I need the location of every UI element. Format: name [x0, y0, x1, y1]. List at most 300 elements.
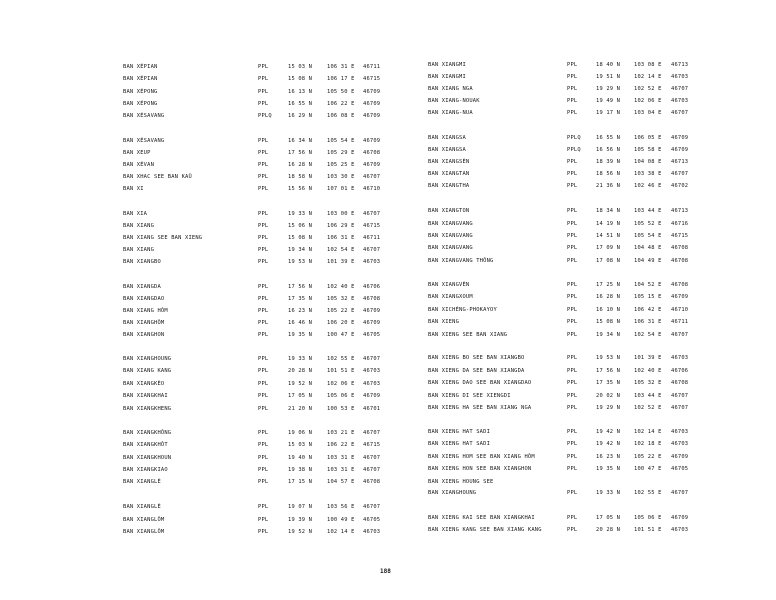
entry-lon: 105 25 E [327, 162, 355, 168]
entry-code: 46703 [363, 529, 381, 535]
entry-name: BAN XIANGTAN [428, 171, 470, 177]
entry-code: 46707 [671, 490, 689, 496]
entry-type: PPL [258, 174, 269, 180]
entry-name: BAN XÉPIAN [123, 64, 158, 70]
entry-name: BAN XEUP [123, 150, 151, 156]
entry-name: BAN XIANGHOUNG [428, 490, 477, 496]
entry-lon: 105 32 E [327, 296, 355, 302]
entry-lon: 102 55 E [634, 490, 662, 496]
entry-lat: 16 23 N [596, 454, 621, 460]
entry-lon: 102 54 E [634, 332, 662, 338]
entry-name: BAN XIANGLÈ [123, 504, 161, 510]
entry-code: 46703 [671, 355, 689, 361]
entry-code: 46707 [363, 430, 381, 436]
entry-name: BAN XIANGSA [428, 135, 466, 141]
entry-type: PPL [258, 517, 269, 523]
entry-code: 46707 [671, 171, 689, 177]
entry-lat: 16 28 N [288, 162, 313, 168]
entry-lat: 19 29 N [596, 405, 621, 411]
entry-type: PPL [567, 490, 578, 496]
entry-lon: 103 00 E [327, 211, 355, 217]
entry-lon: 106 31 E [327, 235, 355, 241]
entry-lat: 19 40 N [288, 455, 313, 461]
entry-name: BAN XIANGMI [428, 74, 466, 80]
entry-name: BAN XÉPONG [123, 101, 158, 107]
entry-name: BAN XIENG KANG SEE BAN XIANG KANG [428, 527, 542, 533]
entry-code: 46715 [671, 233, 689, 239]
entry-name: BAN XIANGKHENG [123, 406, 172, 412]
entry-lat: 19 38 N [288, 467, 313, 473]
entry-name: BAN XIANGSÈN [428, 159, 470, 165]
entry-code: 46703 [671, 527, 689, 533]
entry-name: BAN XIENG DAO SEE BAN XIANGDAO [428, 380, 532, 386]
entry-code: 46703 [363, 381, 381, 387]
entry-type: PPL [258, 284, 269, 290]
entry-lon: 102 18 E [634, 441, 662, 447]
entry-lon: 106 22 E [327, 101, 355, 107]
entry-lat: 19 17 N [596, 110, 621, 116]
entry-lat: 14 19 N [596, 221, 621, 227]
entry-lat: 16 56 N [596, 147, 621, 153]
entry-lat: 19 49 N [596, 98, 621, 104]
entry-lon: 104 49 E [634, 258, 662, 264]
entry-lat: 17 05 N [288, 393, 313, 399]
entry-type: PPL [567, 183, 578, 189]
entry-code: 46707 [363, 455, 381, 461]
entry-lat: 19 35 N [596, 466, 621, 472]
entry-name: BAN XÉSAVANG [123, 138, 165, 144]
entry-lon: 102 14 E [634, 74, 662, 80]
entry-lat: 15 08 N [288, 235, 313, 241]
entry-lon: 106 17 E [327, 76, 355, 82]
entry-code: 46708 [671, 245, 689, 251]
entry-code: 46713 [671, 208, 689, 214]
entry-code: 46707 [671, 405, 689, 411]
entry-code: 46701 [363, 406, 381, 412]
entry-name: BAN XIENG [428, 319, 460, 325]
entry-code: 46703 [671, 429, 689, 435]
entry-lat: 19 42 N [596, 441, 621, 447]
entry-lat: 15 08 N [288, 76, 313, 82]
entry-type: PPL [567, 332, 578, 338]
entry-name: BAN XIENG HAT SADI [428, 429, 491, 435]
entry-lat: 17 25 N [596, 282, 621, 288]
entry-lat: 17 56 N [288, 150, 313, 156]
entry-lat: 16 23 N [288, 308, 313, 314]
entry-lat: 15 08 N [596, 319, 621, 325]
entry-type: PPLQ [567, 147, 581, 153]
entry-type: PPL [258, 235, 269, 241]
entry-lat: 19 33 N [288, 211, 313, 217]
entry-type: PPLQ [258, 113, 272, 119]
entry-name: BAN XIENG HA SEE BAN XIANG NGA [428, 405, 532, 411]
entry-code: 46709 [363, 162, 381, 168]
entry-type: PPL [567, 171, 578, 177]
entry-lat: 16 55 N [596, 135, 621, 141]
entry-type: PPL [567, 405, 578, 411]
entry-lat: 16 10 N [596, 307, 621, 313]
entry-name: BAN XIANGLÔM [123, 529, 165, 535]
entry-name: BAN XIENG DA SEE BAN XIANGDA [428, 368, 525, 374]
entry-type: PPL [258, 186, 269, 192]
entry-lon: 103 21 E [327, 430, 355, 436]
entry-type: PPL [567, 208, 578, 214]
entry-lon: 105 54 E [634, 233, 662, 239]
entry-lat: 18 58 N [288, 174, 313, 180]
entry-name: BAN XIANG-NUA [428, 110, 473, 116]
entry-code: 46709 [671, 294, 689, 300]
entry-lat: 16 28 N [596, 294, 621, 300]
entry-type: PPL [567, 368, 578, 374]
entry-code: 46707 [363, 504, 381, 510]
entry-type: PPL [258, 406, 269, 412]
entry-lat: 17 08 N [596, 258, 621, 264]
entry-lon: 104 08 E [634, 159, 662, 165]
entry-lat: 18 56 N [596, 171, 621, 177]
entry-name: BAN XIENG DI SEE XIENGDI [428, 393, 511, 399]
entry-lat: 19 33 N [288, 356, 313, 362]
entry-lon: 103 38 E [634, 171, 662, 177]
entry-code: 46709 [363, 89, 381, 95]
entry-lon: 106 08 E [327, 113, 355, 119]
entry-lon: 100 49 E [327, 517, 355, 523]
entry-lat: 19 39 N [288, 517, 313, 523]
entry-code: 46703 [363, 259, 381, 265]
entry-lat: 18 39 N [596, 159, 621, 165]
entry-name: BAN XI [123, 186, 144, 192]
entry-code: 46707 [363, 356, 381, 362]
entry-type: PPL [258, 479, 269, 485]
entry-code: 46707 [671, 110, 689, 116]
entry-type: PPL [567, 62, 578, 68]
entry-lon: 105 50 E [327, 89, 355, 95]
entry-lon: 100 47 E [634, 466, 662, 472]
entry-name: BAN XIENG KAI SEE BAN XIANGKHAI [428, 515, 535, 521]
entry-code: 46703 [363, 368, 381, 374]
entry-code: 46715 [363, 76, 381, 82]
entry-name: BAN XÉPONG [123, 89, 158, 95]
entry-type: PPL [567, 294, 578, 300]
entry-code: 46707 [671, 332, 689, 338]
entry-lat: 18 40 N [596, 62, 621, 68]
entry-code: 46707 [363, 247, 381, 253]
entry-lat: 21 36 N [596, 183, 621, 189]
entry-type: PPL [567, 393, 578, 399]
entry-lat: 19 07 N [288, 504, 313, 510]
entry-type: PPL [567, 466, 578, 472]
entry-code: 46709 [363, 101, 381, 107]
entry-name: BAN XIANG KANG [123, 368, 172, 374]
entry-code: 46710 [363, 186, 381, 192]
entry-code: 46709 [363, 393, 381, 399]
entry-code: 46706 [671, 368, 689, 374]
entry-lon: 102 14 E [327, 529, 355, 535]
entry-type: PPL [567, 86, 578, 92]
entry-name: BAN XIANGVANG THÔNG [428, 258, 494, 264]
entry-lon: 103 44 E [634, 393, 662, 399]
entry-lon: 104 57 E [327, 479, 355, 485]
entry-type: PPL [567, 441, 578, 447]
entry-code: 46705 [363, 517, 381, 523]
entry-code: 46709 [363, 320, 381, 326]
entry-lon: 105 58 E [634, 147, 662, 153]
entry-name: BAN XIANGSA [428, 147, 466, 153]
entry-type: PPL [567, 355, 578, 361]
entry-lat: 17 15 N [288, 479, 313, 485]
entry-type: PPL [567, 454, 578, 460]
entry-name: BAN XIANGKHÔNG [123, 430, 172, 436]
entry-code: 46709 [363, 138, 381, 144]
entry-lon: 101 39 E [327, 259, 355, 265]
entry-code: 46708 [671, 282, 689, 288]
entry-name: BAN XIANGMI [428, 62, 466, 68]
entry-name: BAN XIANGLÔM [123, 517, 165, 523]
entry-lat: 17 09 N [596, 245, 621, 251]
entry-lat: 19 52 N [288, 529, 313, 535]
entry-lon: 101 51 E [634, 527, 662, 533]
entry-name: BAN XÉVAN [123, 162, 155, 168]
entry-code: 46710 [671, 307, 689, 313]
entry-code: 46707 [671, 393, 689, 399]
entry-code: 46711 [363, 235, 381, 241]
entry-code: 46709 [671, 454, 689, 460]
entry-code: 46713 [671, 62, 689, 68]
entry-lon: 102 40 E [634, 368, 662, 374]
entry-name: BAN XIENG HOUNG SEE [428, 479, 494, 485]
entry-code: 46708 [363, 479, 381, 485]
entry-code: 46703 [671, 441, 689, 447]
entry-lon: 106 22 E [327, 442, 355, 448]
entry-type: PPL [258, 89, 269, 95]
entry-type: PPL [258, 247, 269, 253]
entry-type: PPL [258, 162, 269, 168]
entry-type: PPL [258, 332, 269, 338]
entry-code: 46708 [671, 258, 689, 264]
entry-code: 46707 [363, 174, 381, 180]
entry-type: PPLQ [567, 135, 581, 141]
entry-name: BAN XÉPIAN [123, 76, 158, 82]
entry-lon: 104 52 E [634, 282, 662, 288]
entry-code: 46709 [671, 515, 689, 521]
entry-lat: 16 34 N [288, 138, 313, 144]
entry-lon: 106 05 E [634, 135, 662, 141]
entry-lat: 17 56 N [288, 284, 313, 290]
entry-lat: 15 03 N [288, 442, 313, 448]
entry-lat: 19 53 N [596, 355, 621, 361]
entry-name: BAN XIANGKHAI [123, 393, 168, 399]
entry-code: 46707 [671, 86, 689, 92]
entry-lat: 19 52 N [288, 381, 313, 387]
entry-lat: 14 51 N [596, 233, 621, 239]
entry-lon: 103 44 E [634, 208, 662, 214]
entry-type: PPL [567, 233, 578, 239]
entry-lon: 102 06 E [634, 98, 662, 104]
entry-type: PPL [567, 159, 578, 165]
entry-code: 46708 [363, 150, 381, 156]
entry-lat: 16 46 N [288, 320, 313, 326]
entry-type: PPL [258, 430, 269, 436]
entry-lon: 105 06 E [327, 393, 355, 399]
entry-name: BAN XIENG BO SEE BAN XIANGBO [428, 355, 525, 361]
entry-lon: 102 52 E [634, 405, 662, 411]
entry-type: PPL [567, 98, 578, 104]
entry-lon: 105 15 E [634, 294, 662, 300]
entry-lon: 104 48 E [634, 245, 662, 251]
entry-lon: 102 46 E [634, 183, 662, 189]
entry-lon: 106 20 E [327, 320, 355, 326]
entry-name: BAN XIANGKÈO [123, 381, 165, 387]
entry-lon: 107 01 E [327, 186, 355, 192]
entry-lat: 15 56 N [288, 186, 313, 192]
entry-code: 46716 [671, 221, 689, 227]
entry-lon: 100 47 E [327, 332, 355, 338]
entry-lon: 106 29 E [327, 223, 355, 229]
entry-lon: 105 22 E [327, 308, 355, 314]
entry-code: 46709 [363, 113, 381, 119]
entry-code: 46715 [363, 223, 381, 229]
entry-type: PPL [567, 282, 578, 288]
entry-lat: 16 29 N [288, 113, 313, 119]
entry-lon: 105 29 E [327, 150, 355, 156]
entry-lat: 15 06 N [288, 223, 313, 229]
entry-code: 46707 [363, 211, 381, 217]
entry-name: BAN XIANGXOUM [428, 294, 473, 300]
entry-name: BAN XIANG NGA [428, 86, 473, 92]
entry-lon: 103 30 E [327, 174, 355, 180]
entry-type: PPL [567, 245, 578, 251]
entry-code: 46709 [671, 147, 689, 153]
entry-type: PPL [258, 101, 269, 107]
entry-name: BAN XIANGKHOUN [123, 455, 172, 461]
entry-type: PPL [258, 455, 269, 461]
entry-code: 46703 [671, 74, 689, 80]
entry-name: BAN XIENG SEE BAN XIANG [428, 332, 508, 338]
entry-type: PPL [258, 381, 269, 387]
entry-name: BAN XIANGVÈN [428, 282, 470, 288]
entry-name: BAN XIANG [123, 247, 155, 253]
entry-name: BAN XIANGHON [123, 332, 165, 338]
entry-type: PPL [258, 211, 269, 217]
entry-lat: 19 51 N [596, 74, 621, 80]
entry-type: PPL [567, 74, 578, 80]
entry-lat: 20 02 N [596, 393, 621, 399]
entry-type: PPL [258, 308, 269, 314]
entry-name: BAN XIANGBO [123, 259, 161, 265]
entry-lon: 102 06 E [327, 381, 355, 387]
entry-code: 46709 [363, 308, 381, 314]
entry-lat: 17 35 N [288, 296, 313, 302]
entry-lat: 20 28 N [596, 527, 621, 533]
entry-lon: 105 22 E [634, 454, 662, 460]
entry-type: PPL [258, 138, 269, 144]
entry-name: BAN XIANGHÔM [123, 320, 165, 326]
entry-lat: 21 20 N [288, 406, 313, 412]
entry-lat: 15 03 N [288, 64, 313, 70]
entry-lon: 105 54 E [327, 138, 355, 144]
entry-name: BAN XHAC SEE BAN KAÛ [123, 174, 192, 180]
entry-lon: 106 31 E [327, 64, 355, 70]
entry-type: PPL [258, 223, 269, 229]
entry-lat: 17 05 N [596, 515, 621, 521]
entry-type: PPL [258, 368, 269, 374]
entry-lat: 17 56 N [596, 368, 621, 374]
entry-type: PPL [258, 356, 269, 362]
entry-type: PPL [567, 258, 578, 264]
entry-type: PPL [567, 319, 578, 325]
entry-lon: 105 32 E [634, 380, 662, 386]
entry-lon: 102 55 E [327, 356, 355, 362]
entry-lon: 106 31 E [634, 319, 662, 325]
entry-lat: 19 34 N [288, 247, 313, 253]
entry-lon: 105 52 E [634, 221, 662, 227]
entry-name: BAN XIA [123, 211, 148, 217]
entry-lon: 102 40 E [327, 284, 355, 290]
entry-type: PPL [258, 504, 269, 510]
entry-name: BAN XIANGHOUNG [123, 356, 172, 362]
entry-type: PPL [258, 442, 269, 448]
entry-lon: 103 31 E [327, 455, 355, 461]
entry-code: 46707 [363, 467, 381, 473]
entry-name: BAN XIANGVANG [428, 233, 473, 239]
entry-type: PPL [258, 259, 269, 265]
entry-type: PPL [567, 110, 578, 116]
entry-type: PPL [258, 320, 269, 326]
entry-lat: 19 33 N [596, 490, 621, 496]
entry-name: BAN XIANGVANG [428, 221, 473, 227]
entry-code: 46708 [671, 380, 689, 386]
entry-lon: 101 51 E [327, 368, 355, 374]
entry-lat: 19 35 N [288, 332, 313, 338]
entry-lat: 18 34 N [596, 208, 621, 214]
entry-code: 46705 [363, 332, 381, 338]
page-number: 188 [380, 568, 391, 575]
entry-type: PPL [258, 76, 269, 82]
entry-name: BAN XIANG [123, 223, 155, 229]
entry-name: BAN XIANGDAO [123, 296, 165, 302]
entry-code: 46706 [363, 284, 381, 290]
entry-name: BAN XIANGKIAO [123, 467, 168, 473]
entry-name: BAN XIANGTHA [428, 183, 470, 189]
entry-lat: 17 35 N [596, 380, 621, 386]
entry-code: 46708 [363, 296, 381, 302]
entry-name: BAN XIANGDA [123, 284, 161, 290]
entry-lon: 103 31 E [327, 467, 355, 473]
entry-code: 46709 [671, 135, 689, 141]
entry-type: PPL [567, 429, 578, 435]
entry-lon: 102 54 E [327, 247, 355, 253]
entry-lat: 19 06 N [288, 430, 313, 436]
entry-type: PPL [567, 380, 578, 386]
entry-type: PPL [258, 529, 269, 535]
entry-code: 46705 [671, 466, 689, 472]
entry-name: BAN XICHÈNG-PHOKAYOY [428, 307, 497, 313]
entry-name: BAN XIANG-NOUAK [428, 98, 480, 104]
entry-lat: 19 42 N [596, 429, 621, 435]
entry-type: PPL [258, 467, 269, 473]
entry-name: BAN XIANGVANG [428, 245, 473, 251]
entry-type: PPL [258, 150, 269, 156]
entry-name: BAN XIANG SEE BAN XIENG [123, 235, 203, 241]
entry-lon: 103 08 E [634, 62, 662, 68]
entry-name: BAN XIANGLÈ [123, 479, 161, 485]
entry-name: BAN XIENG HOM SEE BAN XIANG HÔM [428, 454, 535, 460]
entry-name: BAN XIANGTON [428, 208, 470, 214]
entry-type: PPL [567, 221, 578, 227]
entry-code: 46702 [671, 183, 689, 189]
entry-code: 46711 [671, 319, 689, 325]
entry-code: 46711 [363, 64, 381, 70]
entry-lon: 101 39 E [634, 355, 662, 361]
